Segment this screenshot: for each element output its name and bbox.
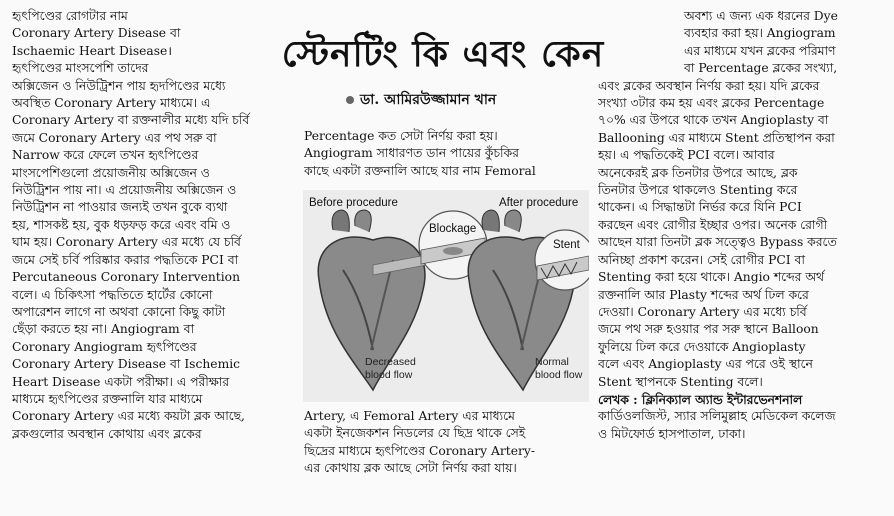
illustration-svg (303, 190, 589, 402)
column-left (12, 8, 294, 443)
before-label: Before procedure (309, 197, 398, 209)
text-line: লেখক : ক্লিনিক্যাল অ্যান্ড ইন্টারভেনশনাল (598, 391, 803, 407)
text-line: দেওয়া। Coronary Artery এর মধ্যে চর্বি (598, 304, 807, 319)
decreased-label-line2: blood flow (365, 369, 413, 381)
column-middle-bottom (304, 408, 589, 478)
text-line: হৃৎপিণ্ডের রোগটার নাম (12, 9, 128, 23)
text-line: Stenting করা হয়ে থাকে। Angio শব্দের অর্থ (598, 270, 824, 285)
text-line: Coronary Angiogram হৃৎপিণ্ডের (12, 339, 197, 354)
author-byline (304, 90, 589, 110)
text-line: অনেকেরই ব্লক তিনটার উপরে আছে, ব্লক (598, 165, 798, 180)
text-line: Angiogram সাধারণত ডান পায়ের কুঁচকির (304, 146, 519, 161)
text-line: থাকেন। এ সিদ্ধান্তটা নির্ভর করে যিনি PCI (598, 200, 802, 215)
text-line: হয়। এ পদ্ধতিকেই PCI বলে। আবার (598, 148, 775, 163)
text-line: একটা ইনজেকশন নিডলের যে ছিদ্র থাকে সেই (304, 426, 526, 441)
text-line: অনিচ্ছা প্রকাশ করেন। সেই রোগীর PCI বা (598, 252, 805, 267)
article-headline: স্টেনটিং কি এবং কেন (281, 33, 605, 76)
text-line: অবশ্য এ জন্য এক ধরনের Dye (684, 9, 838, 23)
text-line: ঘাম হয়। Coronary Artery এর মধ্যে যে চর্বি (12, 235, 241, 250)
text-line: জমে পথ সরু হওয়ার পর সরু স্থানে Balloon (598, 322, 819, 337)
text-line: ছিদ্রের মাধ্যমে হৃৎপিণ্ডের Coronary Artery- (304, 443, 535, 458)
text-line: Stent স্থাপনকে Stenting বলে। (598, 374, 763, 389)
text-line: ছেঁড়া করতে হয় না। Angiogram বা (12, 322, 195, 337)
text-line: সংখ্যা ৩টার কম হয় এবং ব্লকের Percentage (598, 96, 825, 111)
text-line: নিউট্রিশন না পাওয়ার জন্যই তখন বুকে ব্যথা (12, 200, 228, 215)
decreased-label-line1: Decreased (365, 356, 416, 368)
text-line: কার্ডিওলজিস্ট, স্যার সলিমুল্লাহ মেডিকেল কলেজ (598, 409, 836, 424)
text-line: আছেন যারা তিনটা ব্লক সত্ত্বেও Bypass করতে (598, 235, 837, 250)
after-label: After procedure (499, 197, 579, 209)
text-line: জমে সেই চর্বি পরিষ্কার করার পদ্ধতিকে PCI বা (12, 252, 239, 267)
text-line: Coronary Artery Disease বা (12, 26, 181, 41)
text-line: জমে Coronary Artery এর পথ সরু বা (12, 130, 217, 145)
text-line: ব্লকগুলোর অবস্থান কোথায় এবং ব্লকের (12, 426, 202, 441)
text-line: Coronary Artery বা রক্তনালীর মধ্যে যদি চর্বি (12, 113, 250, 128)
text-line: করছেন এবং রোগীর ইচ্ছার ওপর। অনেক রোগী (598, 217, 828, 232)
text-line: এর কোথায় ব্লক আছে সেটা নির্ণয় করা যায়। (304, 461, 517, 476)
text-line: এর মাধ্যমে যখন ব্লকের পরিমাণ (684, 43, 836, 58)
text-line: অক্সিজেন ও নিউট্রিশন পায় হৃদপিণ্ডের মধ্যে (12, 78, 226, 93)
text-line: ৭০% এর উপরে থাকে তখন Angioplasty বা (598, 113, 829, 128)
heart-stent-illustration (303, 190, 589, 402)
text-line: বলে। এ চিকিৎসা পদ্ধতিতে হার্টের কোনো (12, 287, 213, 302)
column-right (598, 8, 890, 443)
text-line: তিনটার উপরে থাকলেও Stenting করে (598, 183, 798, 198)
text-line: Coronary Artery এর মধ্যে কয়টা ব্লক আছে, (12, 409, 245, 424)
text-line: Percutaneous Coronary Intervention (12, 270, 240, 285)
text-line: Percentage কত সেটা নির্ণয় করা হয়। (304, 129, 498, 143)
text-line: Artery, এ Femoral Artery এর মাধ্যমে (304, 409, 515, 423)
text-line: রক্তনালি আর Plasty শব্দের অর্থ ঢিল করে (598, 287, 809, 302)
column-middle-top (304, 128, 589, 180)
blockage-label: Blockage (429, 223, 477, 235)
text-line: Ischaemic Heart Disease। (12, 43, 172, 58)
text-line: নিউট্রিশন পায় না। এ প্রয়োজনীয় অক্সিজেন ও (12, 183, 237, 198)
normal-label-line2: blood flow (535, 369, 583, 381)
author-name: ডা. আমিরউজ্জামান খান (360, 92, 497, 108)
text-line: মাংসপেশিগুলো প্রয়োজনীয় অক্সিজেন ও (12, 165, 210, 180)
text-line: Heart Disease একটা পরীক্ষা। এ পরীক্ষার (12, 374, 230, 389)
text-line: Narrow করে ফেলে তখন হৃৎপিণ্ডের (12, 148, 199, 163)
text-line: বলে এবং Angioplasty এর পরে ওই স্থানে (598, 357, 813, 372)
text-line: কাছে একটা রক্তনালি আছে যার নাম Femoral (304, 163, 536, 178)
plaque (443, 247, 463, 255)
stent-label: Stent (553, 239, 580, 251)
text-line: মাধ্যমে হৃৎপিণ্ডের রক্তনালি যার মাধ্যমে (12, 391, 203, 406)
text-line: এবং ব্লকের অবস্থান নির্ণয় করা হয়। যদি ব্লকের (598, 78, 820, 93)
text-line: অপারেশন লাগে না অথবা কোনো কিছু কাটা (12, 304, 226, 319)
text-line: অবস্থিত Coronary Artery মাধ্যমে। এ (12, 96, 211, 111)
text-line: ব্যবহার করা হয়। Angiogram (684, 26, 836, 41)
bullet-icon (346, 96, 354, 104)
text-line: ফুলিয়ে ঢিল করে দেওয়াকে Angioplasty (598, 339, 806, 354)
text-line: হৃৎপিণ্ডের মাংসপেশি তাদের (12, 61, 149, 76)
text-line: Coronary Artery Disease বা Ischemic (12, 357, 241, 372)
text-line: হয়, শাসকষ্ট হয়, বুক ধড়ফড় করে এবং বমি ও (12, 217, 231, 232)
text-line: ও মিটফোর্ড হাসপাতাল, ঢাকা। (598, 426, 746, 441)
normal-label-line1: Normal (535, 356, 569, 368)
text-line: বা Percentage ব্লকের সংখ্যা, (684, 61, 838, 76)
text-line: Ballooning এর মাধ্যমে Stent প্রতিস্থাপন করা (598, 130, 835, 145)
